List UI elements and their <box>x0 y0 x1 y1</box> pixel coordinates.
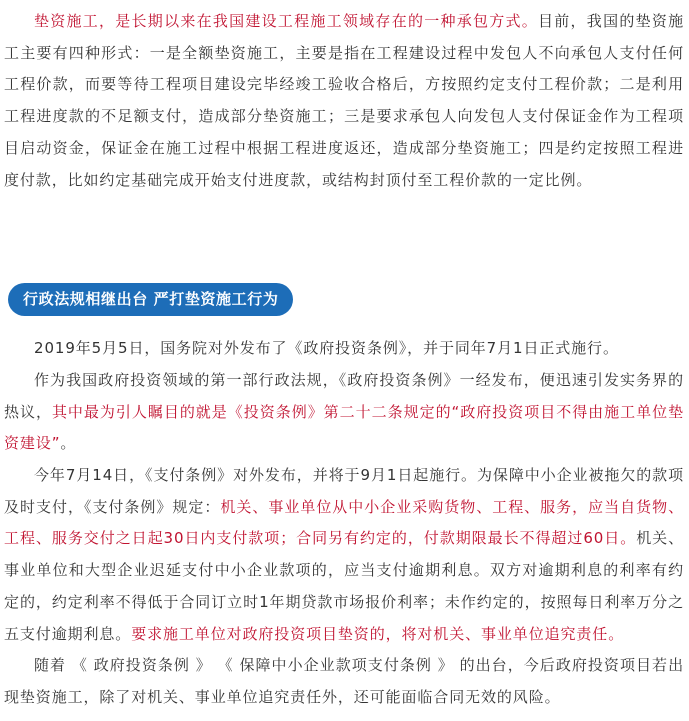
investment-regulation-highlight: 其中最为引人瞩目的就是《投资条例》第二十二条规定的“政府投资项目不得由施工单位垫资建设” <box>4 402 684 453</box>
paragraph-conclusion <box>4 650 684 713</box>
intro-paragraph <box>4 6 684 196</box>
payment-regulation-highlight-2: 要求施工单位对政府投资项目垫资的，将对机关、事业单位追究责任。 <box>131 624 625 643</box>
paragraph-2019-release <box>4 333 684 365</box>
paragraph-2019-text: 2019年5月5日，国务院对外发布了《政府投资条例》，并于同年7月1日正式施行。 <box>34 339 619 357</box>
payment-regulation-body: 机关、事业单位和大型企业迟延支付中小企业款项的，应当支付逾期利息。双方对逾期利息的利率有约定的，约定利率不得低于合同订立时1年期贷款市场报价利率；未作约定的，按照每日利率万分之五支付逾期利息。 <box>4 529 685 643</box>
payment-regulation-intro: 今年7月14日，《支付条例》对外发布，并将于9月1日起施行。为保障中小企业被拖欠的款项及时支付，《支付条例》规定： <box>4 466 684 516</box>
intro-highlight: 垫资施工，是长期以来在我国建设工程施工领域存在的一种承包方式。 <box>34 12 539 30</box>
paragraph-payment-regulation <box>4 460 684 650</box>
investment-regulation-text: 作为我国政府投资领域的第一部行政法规，《政府投资条例》一经发布，便迅速引发实务界的热议， <box>4 371 684 421</box>
paragraph-investment-regulation <box>4 365 684 460</box>
conclusion-text: 随着 《 政府投资条例 》 《 保障中小企业款项支付条例 》 的出台，今后政府投资项目若出现垫资施工，除了对机关、事业单位追究责任外，还可能面临合同无效的风险。 <box>4 656 684 706</box>
payment-regulation-highlight-1: 机关、事业单位从中小企业采购货物、工程、服务，应当自货物、工程、服务交付之日起30日内支付款项；合同另有约定的，付款期限最长不得超过60日。 <box>4 497 684 548</box>
investment-regulation-end: 。 <box>60 434 77 453</box>
section-title-badge: 行政法规相继出台 严打垫资施工行为 <box>8 283 293 316</box>
intro-body: 目前，我国的垫资施工主要有四种形式：一是全额垫资施工，主要是指在工程建设过程中发包人不向承包人支付任何工程价款，而要等待工程项目建设完毕经竣工验收合格后，方按照约定支付工程价款；二是利用工程进度款的不足额支付，造成部分垫资施工；三是要求承包人向发包人支付保证金作为工程项目启动资金，保证金在施工过程中根据工程进度返还，造成部分垫资施工；四是约定按照工程进度付款，比如约定基础完成开始支付进度款，或结构封顶付至工程价款的一定比例。 <box>4 12 685 189</box>
